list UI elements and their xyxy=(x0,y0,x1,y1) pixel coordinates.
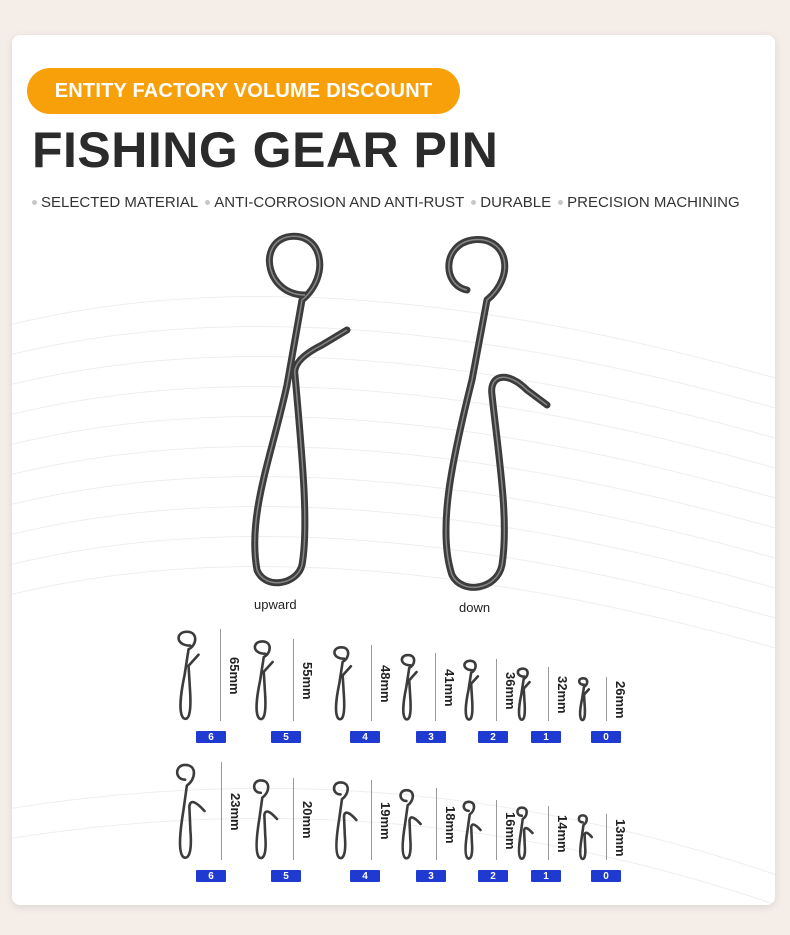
fishing-pin-size-icon xyxy=(576,814,605,866)
size-label: 32mm xyxy=(554,676,570,714)
size-tag: 2 xyxy=(478,870,508,882)
size-tag: 0 xyxy=(591,731,621,743)
size-label: 48mm xyxy=(377,665,393,703)
fishing-pin-size-icon xyxy=(514,806,545,866)
fishing-pin-size-icon xyxy=(249,778,291,866)
bullet-icon xyxy=(471,200,476,205)
size-label: 20mm xyxy=(299,801,315,839)
fishing-pin-size-icon xyxy=(514,667,545,727)
size-tag: 3 xyxy=(416,870,446,882)
size-tag: 4 xyxy=(350,731,380,743)
size-label: 55mm xyxy=(299,662,315,700)
size-label: 23mm xyxy=(227,793,243,831)
size-tag: 6 xyxy=(196,731,226,743)
size-tag: 0 xyxy=(591,870,621,882)
bullet-icon xyxy=(32,200,37,205)
fishing-pin-size-icon xyxy=(329,645,368,727)
scale-line xyxy=(606,677,607,721)
scale-line xyxy=(606,814,607,860)
product-card xyxy=(12,35,775,905)
fishing-pin-size-icon xyxy=(576,677,604,727)
fishing-pin-size-icon xyxy=(171,762,218,866)
size-tag: 1 xyxy=(531,870,561,882)
fishing-pin-size-icon xyxy=(172,629,217,727)
bullet-icon xyxy=(558,200,563,205)
fishing-pin-size-icon xyxy=(249,639,291,727)
fishing-pin-size-icon xyxy=(397,653,433,727)
size-label: 14mm xyxy=(554,815,570,853)
size-tag: 6 xyxy=(196,870,226,882)
size-label: 65mm xyxy=(226,657,242,695)
scale-line xyxy=(435,653,436,721)
scale-line xyxy=(221,762,222,860)
fishing-pin-size-icon xyxy=(460,659,494,727)
discount-badge-text: ENTITY FACTORY VOLUME DISCOUNT xyxy=(54,79,433,102)
down-label: down xyxy=(459,600,491,615)
scale-line xyxy=(548,667,549,721)
size-tag: 5 xyxy=(271,731,301,743)
size-label: 13mm xyxy=(613,819,629,857)
fishing-pin-upward-icon xyxy=(227,225,377,595)
size-tag: 2 xyxy=(478,731,508,743)
feature-item: DURABLE xyxy=(471,194,551,211)
size-label: 18mm xyxy=(442,806,458,844)
size-label: 19mm xyxy=(378,802,394,840)
feature-list xyxy=(32,194,747,211)
scale-line xyxy=(436,788,437,860)
scale-line xyxy=(220,629,221,721)
fishing-pin-size-icon xyxy=(396,788,434,866)
size-tag: 3 xyxy=(416,731,446,743)
scale-line xyxy=(293,639,294,721)
scale-line xyxy=(293,778,294,860)
discount-badge xyxy=(27,68,460,114)
size-tag: 5 xyxy=(271,870,301,882)
size-tag: 4 xyxy=(350,870,380,882)
size-tag: 1 xyxy=(531,731,561,743)
size-label: 36mm xyxy=(503,672,519,710)
scale-line xyxy=(496,800,497,860)
size-label: 26mm xyxy=(613,681,628,719)
scale-line xyxy=(496,659,497,721)
fishing-pin-down-icon xyxy=(417,230,567,600)
page-title: FISHING GEAR PIN xyxy=(32,122,499,178)
size-label: 41mm xyxy=(442,669,458,707)
upward-label: upward xyxy=(254,597,297,612)
bullet-icon xyxy=(205,200,210,205)
scale-line xyxy=(371,780,372,860)
feature-item: SELECTED MATERIAL xyxy=(32,194,198,211)
feature-item: PRECISION MACHINING xyxy=(558,194,740,211)
feature-item: ANTI-CORROSION AND ANTI-RUST xyxy=(205,194,464,211)
fishing-pin-size-icon xyxy=(460,800,494,866)
scale-line xyxy=(548,806,549,860)
fishing-pin-size-icon xyxy=(329,780,370,866)
scale-line xyxy=(371,645,372,721)
size-label: 16mm xyxy=(502,812,518,850)
